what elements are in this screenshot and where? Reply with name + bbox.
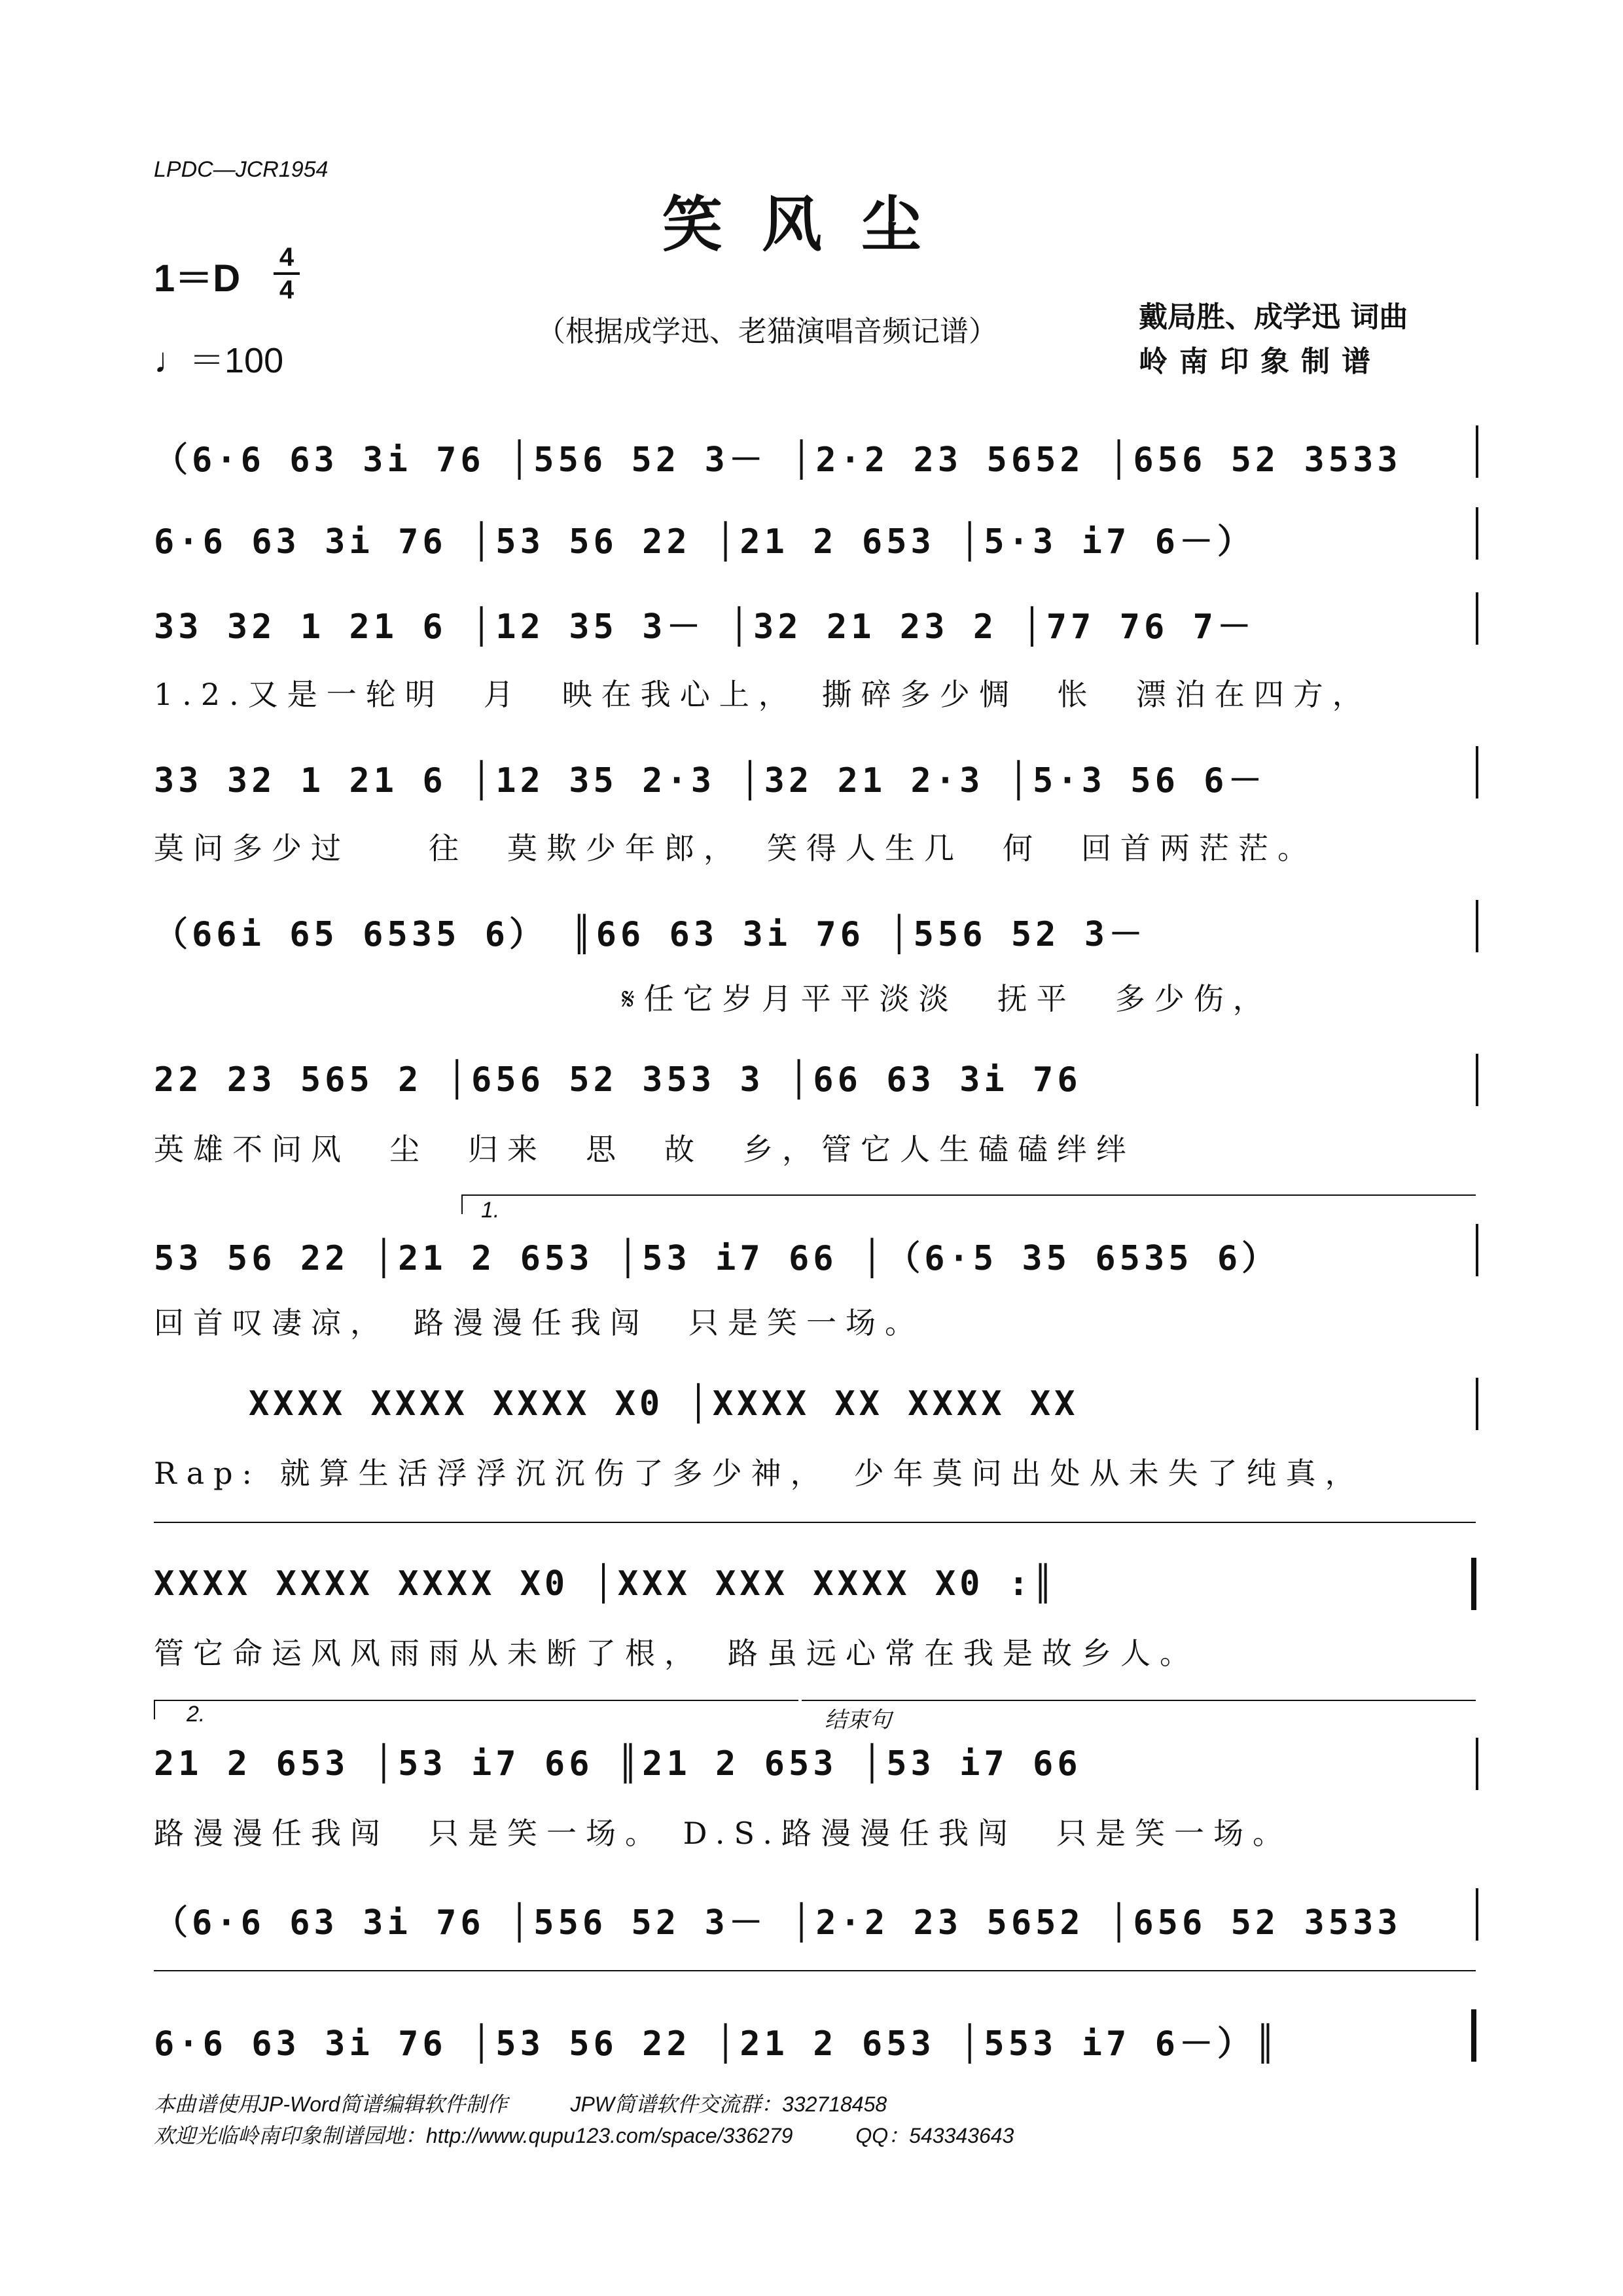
key-signature: 1＝D	[154, 257, 241, 300]
lyric-line: 英雄不问风 尘 归来 思 故 乡，管它人生磕磕绊绊	[154, 1132, 1135, 1167]
score-code: LPDC—JCR1954	[154, 157, 329, 182]
time-signature-top: 4	[279, 243, 294, 272]
ending-label: 结束句	[825, 1707, 891, 1733]
time-signature-bottom: 4	[279, 276, 294, 304]
notation-line: 33 32 1 21 6 │12 35 3－ │32 21 23 2 │77 76 7－	[154, 607, 1255, 647]
lyrics-credit: 戴局胜、成学迅 词曲	[1139, 300, 1408, 334]
tempo-marking: ♩＝100	[154, 341, 284, 380]
volta-2-label: 2.	[187, 1702, 205, 1727]
notation-line: XXXX XXXX XXXX X0 │XXXX XX XXXX XX	[249, 1384, 1079, 1424]
notation-line: （66i 65 6535 6） ║66 63 3i 76 │556 52 3－	[154, 915, 1147, 954]
notation-line: 21 2 653 │53 i7 66 ║21 2 653 │53 i7 66	[154, 1744, 1082, 1784]
lyric-line: 莫问多少过 往 莫欺少年郎， 笑得人生几 何 回首两茫茫。	[154, 831, 1317, 866]
footer-line-1: 本曲谱使用JP-Word简谱编辑软件制作 JPW简谱软件交流群：332718458	[154, 2092, 887, 2116]
notation-line: 22 23 565 2 │656 52 353 3 │66 63 3i 76	[154, 1060, 1082, 1100]
footer-line-2: 欢迎光临岭南印象制谱园地：http://www.qupu123.com/space/336279 QQ：543343643	[154, 2124, 1014, 2147]
notation-line: （6·6 63 3i 76 │556 52 3－ │2·2 23 5652 │656 52 3533	[154, 440, 1402, 480]
subtitle: （根据成学迅、老猫演唱音频记谱）	[537, 315, 997, 348]
notation-line: 53 56 22 │21 2 653 │53 i7 66 │（6·5 35 6535 6）	[154, 1239, 1280, 1278]
lyric-line: 1.2.又是一轮明 月 映在我心上， 撕碎多少惆 怅 漂泊在四方，	[154, 677, 1372, 712]
notation-line: （6·6 63 3i 76 │556 52 3－ │2·2 23 5652 │656 52 3533	[154, 1903, 1402, 1943]
volta-1-label: 1.	[481, 1198, 500, 1223]
lyric-line: 管它命运风风雨雨从未断了根， 路虽远心常在我是故乡人。	[154, 1636, 1199, 1671]
notation-line: 6·6 63 3i 76 │53 56 22 │21 2 653 │553 i7 6－）║	[154, 2024, 1280, 2064]
notation-line: XXXX XXXX XXXX X0 │XXX XXX XXXX X0 :║	[154, 1564, 1058, 1604]
time-signature	[274, 243, 300, 304]
lyric-line: Rap: 就算生活浮浮沉沉伤了多少神， 少年莫问出处从未失了纯真，	[154, 1456, 1364, 1491]
lyric-line: 路漫漫任我闯 只是笑一场。 D.S.路漫漫任我闯 只是笑一场。	[154, 1816, 1292, 1851]
lyric-line: 回首叹凄凉， 路漫漫任我闯 只是笑一场。	[154, 1305, 924, 1340]
notation-line: 6·6 63 3i 76 │53 56 22 │21 2 653 │5·3 i7 6－）	[154, 522, 1255, 562]
notation-line: 33 32 1 21 6 │12 35 2·3 │32 21 2·3 │5·3 56 6－	[154, 761, 1266, 800]
lyric-line: 𝄋任它岁月平平淡淡 抚平 多少伤，	[622, 981, 1272, 1016]
song-title: 笑风尘	[662, 189, 961, 260]
score-credit: 岭南印象制谱	[1139, 345, 1382, 378]
